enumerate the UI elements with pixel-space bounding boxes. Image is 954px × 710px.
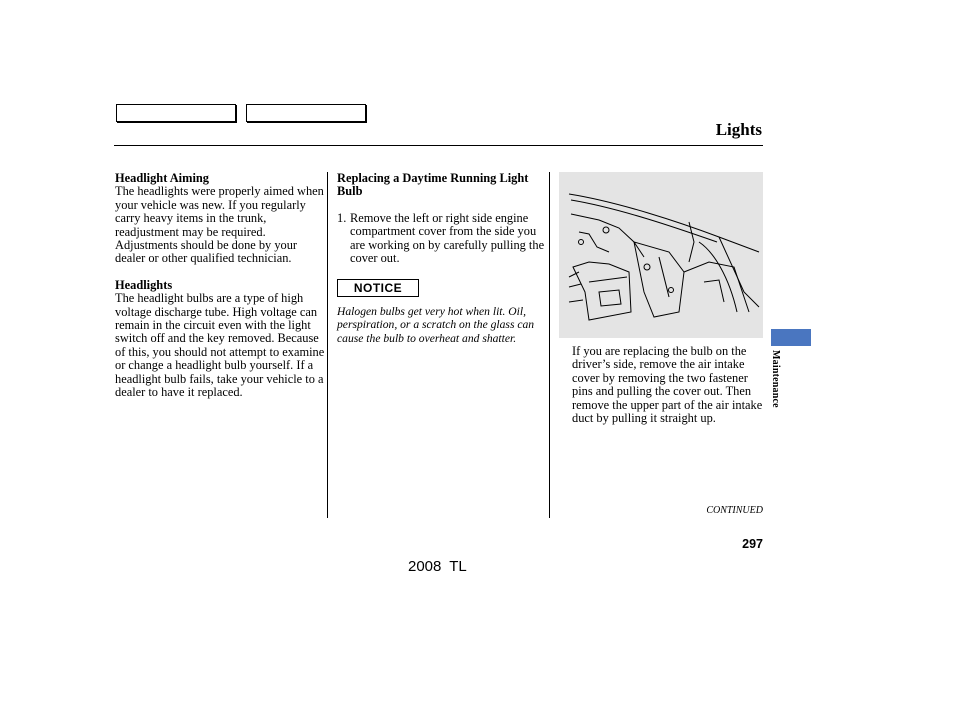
column-divider-1	[327, 172, 328, 518]
page-number: 297	[742, 537, 763, 551]
column-right	[572, 345, 764, 425]
engine-illustration-drawing	[559, 172, 763, 338]
notice-label: NOTICE	[337, 279, 419, 297]
column-divider-2	[549, 172, 550, 518]
heading-headlight-aiming: Headlight Aiming	[115, 171, 209, 185]
engine-compartment-illustration	[559, 172, 763, 338]
nav-tab-box-1[interactable]	[116, 104, 236, 122]
column-left	[115, 172, 325, 400]
paragraph-headlights: The headlight bulbs are a type of high voltage discharge tube. High voltage can remain in the circuit even with the light switch off and the key removed. Because of this, you should not attempt to examine or change a headlight bulb yourself. If a headlight bulb fails, take your vehicle to a dealer to have it replaced.	[115, 291, 325, 400]
title-rule	[114, 145, 763, 146]
section-tab-marker[interactable]	[771, 329, 811, 346]
section-label-maintenance: Maintenance	[770, 350, 781, 408]
column-middle	[337, 172, 547, 265]
step-number: 1.	[337, 210, 347, 225]
nav-tab-box-2[interactable]	[246, 104, 366, 122]
notice-text: Halogen bulbs get very hot when lit. Oil, perspiration, or a scratch on the glass can cause the bulb to overheat and shatter.	[337, 305, 535, 345]
step-1	[337, 212, 547, 266]
step-text: Remove the left or right side engine compartment cover from the side you are working on by carefully pulling the cover out.	[350, 210, 545, 266]
continued-label: CONTINUED	[706, 505, 763, 516]
heading-replacing-drl-bulb: Replacing a Daytime Running Light Bulb	[337, 171, 529, 199]
paragraph-headlight-aiming: The headlights were properly aimed when your vehicle was new. If you regularly carry heavy items in the trunk, readjustment may be required. Adjustments should be done by your dealer or other qualified technician.	[115, 184, 324, 266]
model-label: 2008 TL	[408, 558, 467, 575]
page-title: Lights	[715, 120, 762, 139]
heading-headlights: Headlights	[115, 277, 173, 292]
paragraph-driver-side: If you are replacing the bulb on the driver’s side, remove the air intake cover by removing the two fastener pins and pulling the cover out. Then remove the upper part of the air intake duct by pulling it straight up.	[572, 344, 763, 426]
